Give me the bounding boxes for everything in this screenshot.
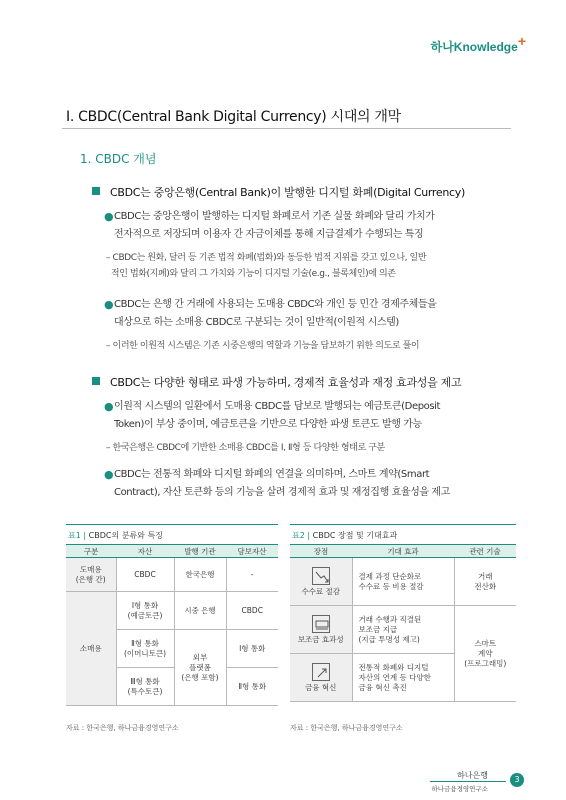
footer-institute: 하나금융경영연구소 (431, 785, 488, 793)
table-row (290, 558, 516, 606)
page-number: 3 (510, 773, 524, 787)
expand-icon (312, 663, 330, 681)
table-header: 관련 기술 (454, 545, 516, 558)
table-cell: 한국은행 (174, 558, 226, 592)
page-title: I. CBDC(Central Bank Digital Currency) 시대의 개막 (66, 109, 401, 125)
table1 (66, 544, 278, 706)
dot-bullet-icon: ● (104, 298, 114, 311)
table-cell: 스마트 계약 (프로그래밍) (454, 606, 516, 702)
table-cell: 결제 과정 단순화로 수수료 등 비용 절감 (352, 558, 454, 606)
dot-bullet-icon: ● (104, 400, 114, 413)
dash-item: – 한국은행은 CBDC에 기반한 소매용 CBDC를 Ⅰ, Ⅱ형 등 다양한 형태로 구분 (106, 443, 385, 453)
table-cell: - (226, 558, 278, 592)
table-cell: 수수료 절감 (290, 558, 352, 606)
table-header-row (66, 545, 278, 558)
table-cell: 보조금 효과성 (290, 606, 352, 654)
table-cell: 전통적 화폐와 디지털 자산의 연계 등 다양한 금융 혁신 촉진 (352, 654, 454, 702)
table-cell: 도매용 (은행 간) (66, 558, 116, 592)
section-subtitle: 1. CBDC 개념 (80, 152, 157, 166)
square-bullet-icon (92, 377, 100, 385)
table-cell: Ⅱ형 통화 (226, 668, 278, 706)
table-cell: Ⅰ형 통화 (예금토큰) (116, 592, 174, 630)
table-cell: 거래 수행과 직결된 보조금 지급 (지급 투명성 제고) (352, 606, 454, 654)
logo: 하나Knowledge+ (430, 33, 526, 54)
table-row (290, 606, 516, 654)
table-header: 장점 (290, 545, 352, 558)
dash-item: – 이러한 이원적 시스템은 기존 시중은행의 역할과 기능을 담보하기 위한 의도로 풀이 (106, 341, 420, 351)
table-header-row (290, 545, 516, 558)
table1-top-rule (66, 524, 278, 525)
table2-caption: 표2 | CBDC 장점 및 기대효과 (292, 531, 398, 540)
dash-item: – CBDC는 원화, 달러 등 기존 법적 화폐(법화)와 동등한 법적 지위를 갖고 있으나, 일반 적인 법화(지폐)와 달리 그 가치와 기능이 디지털 기술(e.g., 블록체인)에 의존 (106, 253, 427, 279)
table-row (66, 592, 278, 630)
table2-source: 자료 : 한국은행, 하나금융경영연구소 (290, 724, 403, 732)
table-cell: Ⅱ형 통화 (이머니토큰) (116, 630, 174, 668)
square-bullet-icon (92, 187, 100, 195)
table-header: 자산 (116, 545, 174, 558)
table-header: 담보자산 (226, 545, 278, 558)
table-cell: CBDC (116, 558, 174, 592)
table-header: 발행 기관 (174, 545, 226, 558)
table-cell: CBDC (226, 592, 278, 630)
table2-top-rule (290, 524, 516, 525)
table-cell: 금융 혁신 (290, 654, 352, 702)
footer-rule (430, 781, 506, 782)
table1-caption: 표1 | CBDC의 분류와 특징 (68, 531, 163, 540)
table-cell: 시중 은행 (174, 592, 226, 630)
heading-cbdc-definition: CBDC는 중앙은행(Central Bank)이 발행한 디지털 화폐(Digital Currency) (92, 184, 465, 200)
table1-source: 자료 : 한국은행, 하나금융경영연구소 (66, 724, 179, 732)
chart-down-icon (312, 567, 330, 585)
dot-bullet-icon: ● (104, 210, 114, 223)
table-cell: 외부 플랫폼 (은행 포함) (174, 630, 226, 706)
table-header: 기대 효과 (352, 545, 454, 558)
table-row (66, 558, 278, 592)
table-cell: 거래 전산화 (454, 558, 516, 606)
dot-bullet-icon: ● (104, 468, 114, 481)
heading-cbdc-forms: CBDC는 다양한 형태로 파생 가능하며, 경제적 효율성과 재정 효과성을 제고 (92, 374, 461, 390)
table-header: 구분 (66, 545, 116, 558)
footer-bank-name: 하나은행 (457, 771, 488, 780)
money-stack-icon (312, 615, 330, 633)
table-cell: Ⅲ형 통화 (특수토큰) (116, 668, 174, 706)
title-divider (62, 128, 511, 129)
table-cell: Ⅰ형 통화 (226, 630, 278, 668)
table2 (290, 544, 516, 702)
table-cell: 소매용 (66, 592, 116, 706)
